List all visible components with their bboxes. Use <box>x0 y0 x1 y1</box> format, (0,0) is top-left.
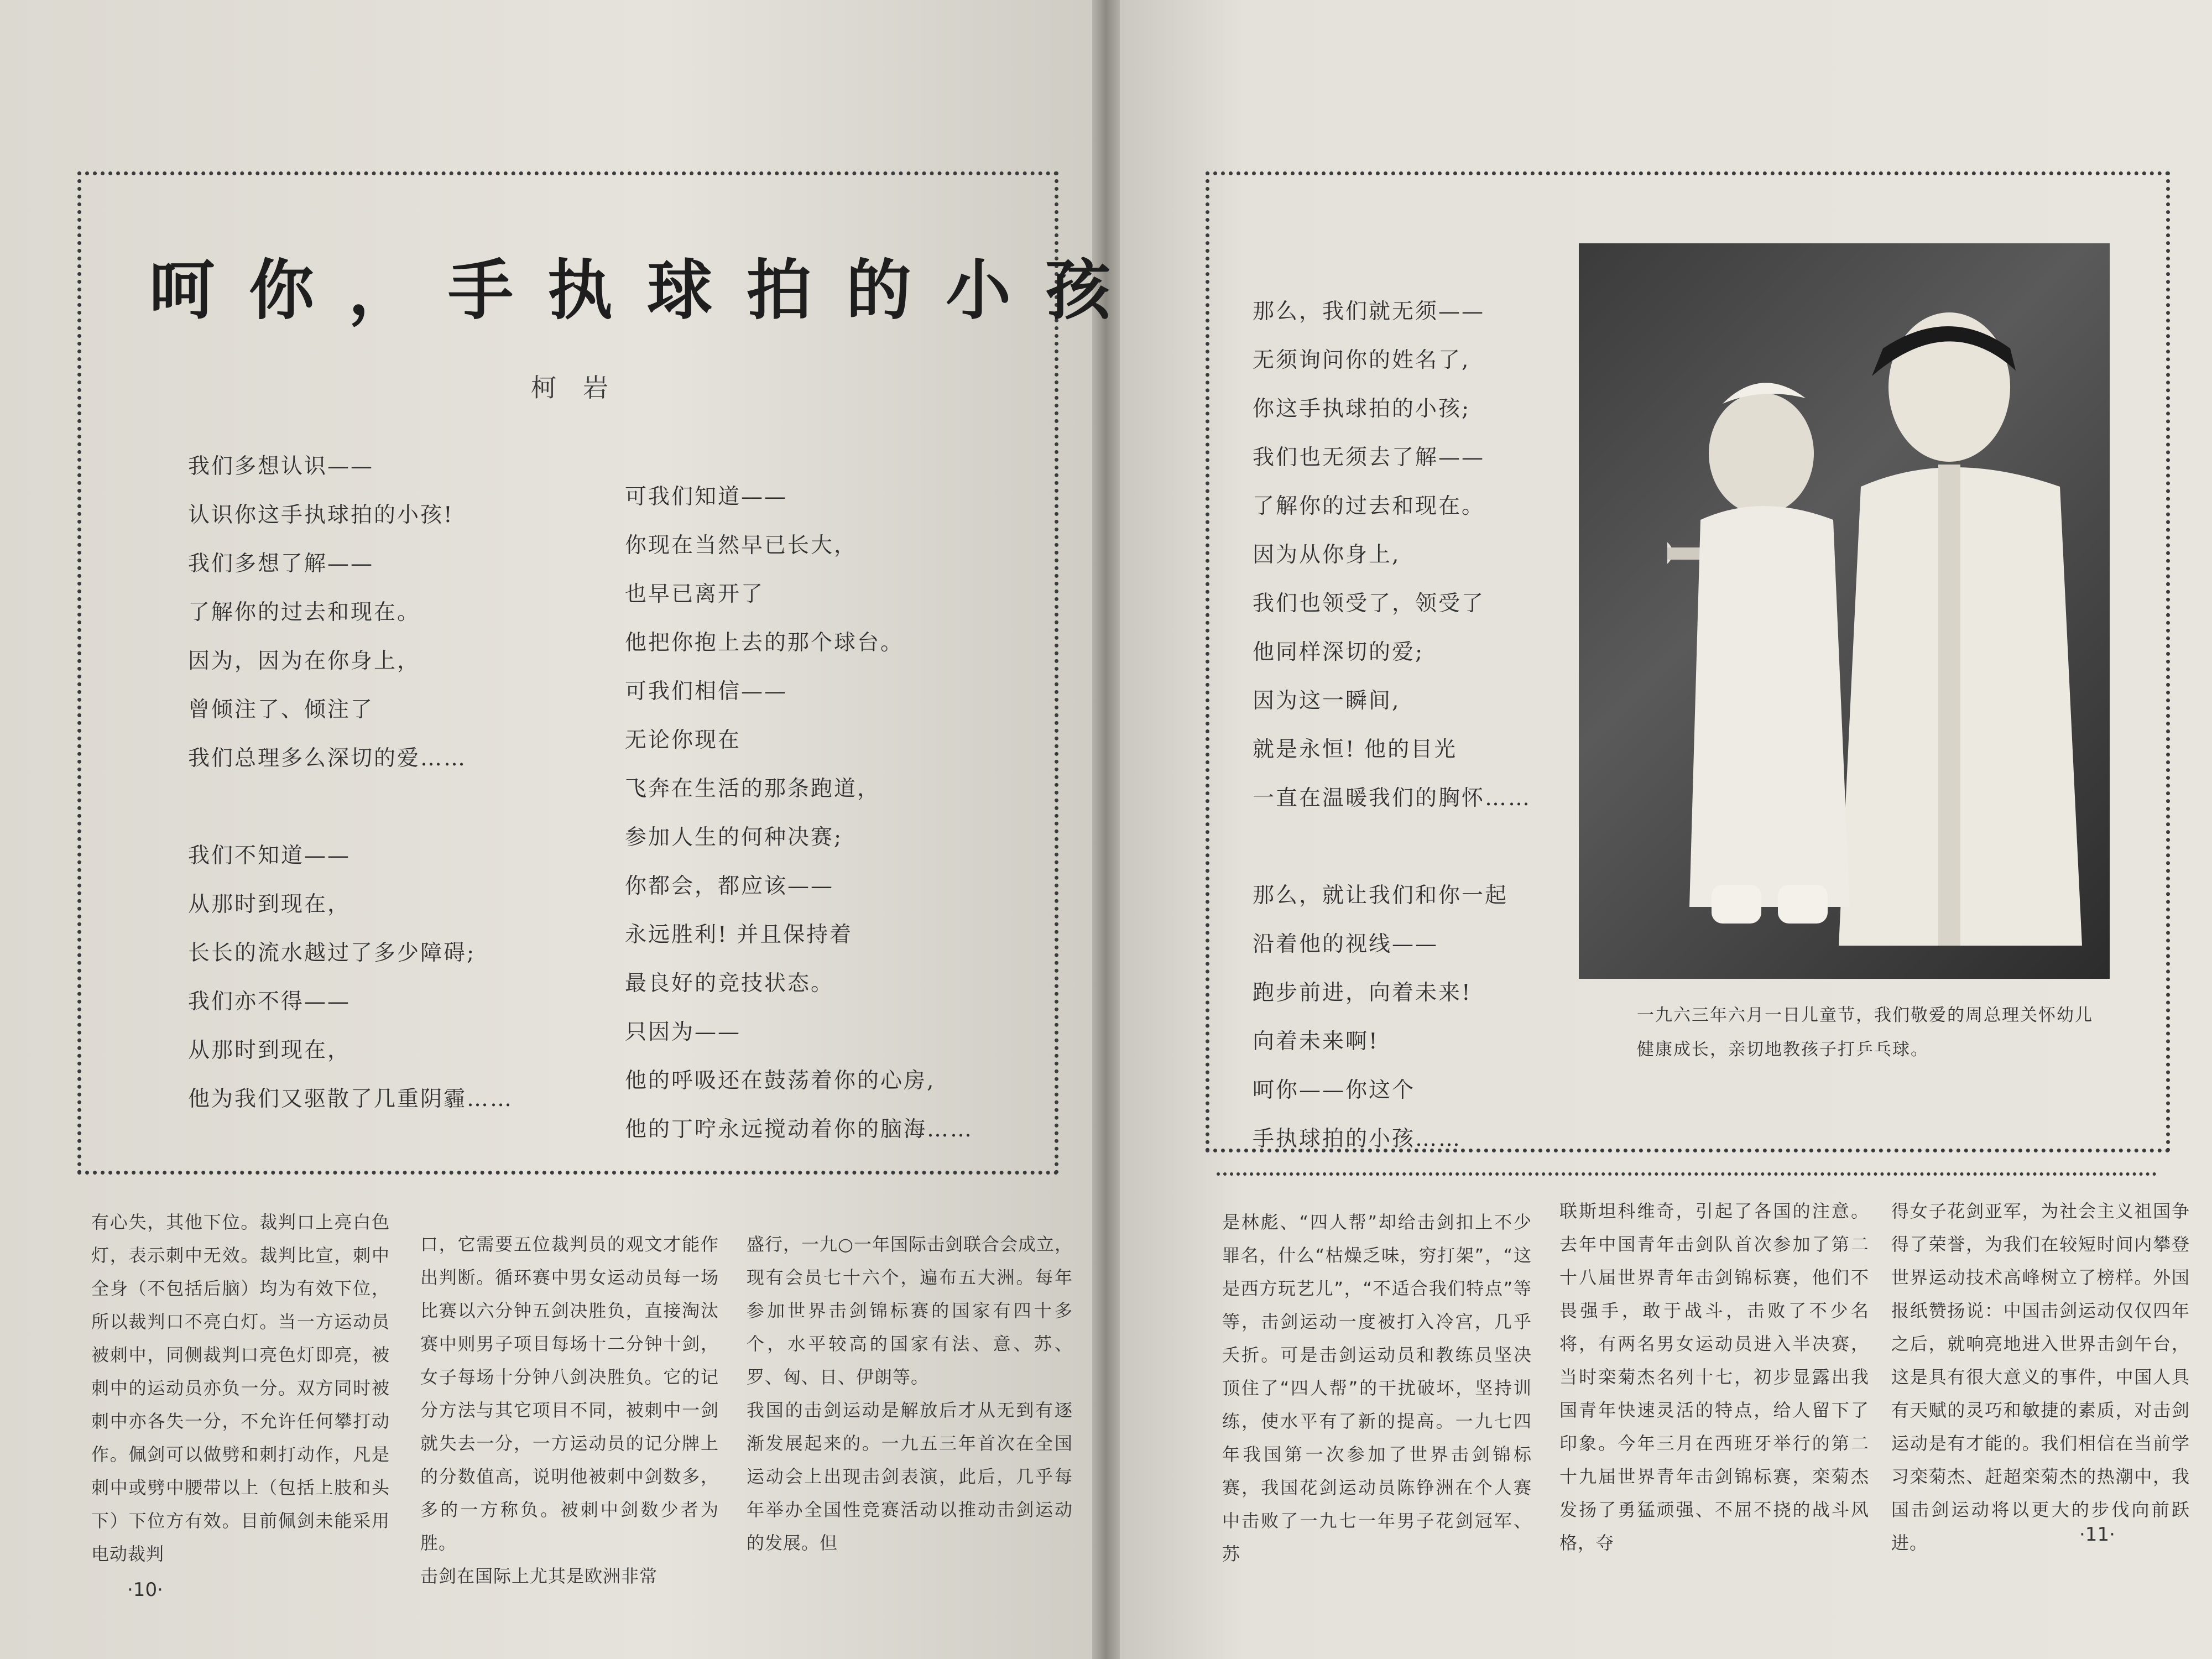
poem-column-left-1 <box>188 442 513 1124</box>
poem-line: 只因为—— <box>625 1020 742 1045</box>
poem-line: 了解你的过去和现在。 <box>1253 494 1485 519</box>
poem-line: 从那时到现在， <box>188 1038 351 1063</box>
poem-line: 你都会，都应该—— <box>625 874 834 899</box>
poem-line: 曾倾注了、倾注了 <box>188 697 374 722</box>
poem-line: 认识你这手执球拍的小孩! <box>188 503 454 528</box>
poem-line: 飞奔在生活的那条跑道， <box>625 776 881 801</box>
poem-line: 我们亦不得—— <box>188 989 351 1014</box>
article-column-1: 有心失，其他下位。裁判口上亮白色灯，表示刺中无效。裁判比宣，刺中全身（不包括后脑）均为有效下位，所以裁判口不亮白灯。当一方运动员被刺中，同侧裁判口亮色灯即亮，被刺中的运动员亦负一分。双方同时被刺中亦各失一分，不允许任何攀打动作。佩剑可以做劈和刺打动作，凡是刺中或劈中腰带以上（包括上肢和头下）下位方有效。目前佩剑未能采用电动裁判 <box>91 1212 390 1564</box>
poem-line: 我们也无须去了解—— <box>1253 445 1485 470</box>
poem-line: 一直在温暖我们的胸怀…… <box>1253 786 1532 811</box>
page-number-right: ·11· <box>2079 1524 2115 1546</box>
poem-line: 我们总理多么深切的爱…… <box>188 746 467 771</box>
poem-line: 可我们知道—— <box>625 484 788 509</box>
poem-line: 他为我们又驱散了几重阴霾…… <box>188 1087 514 1112</box>
poem-line: 我们也领受了，领受了 <box>1253 591 1485 616</box>
poem-line: 我们不知道—— <box>188 843 351 868</box>
poem-title: 呵你，手执球拍的小孩 <box>149 252 1145 328</box>
poem-line: 也早已离开了 <box>625 582 765 607</box>
poem-line: 那么，我们就无须—— <box>1253 299 1485 324</box>
poem-line: 呵你——你这个 <box>1253 1078 1416 1103</box>
poem-line: 无须询问你的姓名了, <box>1253 348 1470 373</box>
poem-line: 你这手执球拍的小孩; <box>1253 397 1471 421</box>
poem-line: 可我们相信—— <box>625 679 788 704</box>
poem-line: 跑步前进，向着未来! <box>1253 980 1472 1005</box>
poem-line: 永远胜利! 并且保持着 <box>625 922 853 947</box>
poem-column-right-1 <box>1253 288 1531 1164</box>
article-column-6: 得女子花剑亚军，为社会主义祖国争得了荣誉，为我们在较短时间内攀登世界运动技术高峰树立了榜样。外国报纸赞扬说：中国击剑运动仅仅四年之后，就响亮地进入世界击剑午台，这是具有很大意义的事件，中国人具有天赋的灵巧和敏捷的素质，对击剑运动是有才能的。我们相信在当前学习栾菊杰、赶超栾菊杰的热潮中，我国击剑运动将以更大的步伐向前跃进。 <box>1891 1201 2190 1553</box>
poem-line: 因为这一瞬间, <box>1253 688 1401 713</box>
photo-premier-with-child <box>1579 243 2110 979</box>
poem-line: 就是永恒! 他的目光 <box>1253 737 1458 762</box>
stanza-gap <box>1253 823 1531 872</box>
poem-line: 沿着他的视线—— <box>1253 932 1439 957</box>
article-column-3: 盛行，一九○一年国际击剑联合会成立，现有会员七十六个，遍布五大洲。每年参加世界击剑锦标赛的国家有四十多个，水平较高的国家有法、意、苏、罗、匈、日、伊朗等。 我国的击剑运动是解放后才从无到有逐渐发展起来的。一九五三年首次在全国运动会上出现击剑表演，此后，几乎每年举办全国性竞赛活动以推动击剑运动的发展。但 <box>747 1234 1073 1553</box>
poem-line: 我们多想认识—— <box>188 454 374 479</box>
poem-line: 因为从你身上, <box>1253 542 1401 567</box>
poem-line: 参加人生的何种决赛; <box>625 825 843 850</box>
poem-line: 他同样深切的爱; <box>1253 640 1425 665</box>
dotted-separator <box>1217 1172 2157 1176</box>
poem-line: 我们多想了解—— <box>188 551 374 576</box>
article-column-5: 联斯坦科维奇，引起了各国的注意。去年中国青年击剑队首次参加了第二十八届世界青年击剑锦标赛，他们不畏强手，敢于战斗，击败了不少名将，有两名男女运动员进入半决赛，当时栾菊杰名列十七，初步显露出我国青年快速灵活的特点，给人留下了印象。今年三月在西班牙举行的第二十九届世界青年击剑锦标赛，栾菊杰发扬了勇猛顽强、不屈不挠的战斗风格，夺 <box>1559 1201 1869 1553</box>
poem-line: 他把你抱上去的那个球台。 <box>625 630 904 655</box>
poem-author: 柯岩 <box>531 373 635 403</box>
article-column-4: 是林彪、“四人帮”却给击剑扣上不少罪名，什么“枯燥乏味，穷打架”，“这是西方玩艺儿”，“不适合我们特点”等等，击剑运动一度被打入冷宫，几乎夭折。可是击剑运动员和教练员坚决顶住了“四人帮”的干扰破坏，坚持训练，使水平有了新的提高。一九七四年我国第一次参加了世界击剑锦标赛，我国花剑运动员陈铮洲在个人赛中击败了一九七一年男子花剑冠军、苏 <box>1222 1212 1532 1564</box>
poem-line: 你现在当然早已长大， <box>625 533 858 558</box>
poem-line: 向着未来啊! <box>1253 1029 1379 1054</box>
poem-line: 手执球拍的小孩…… <box>1253 1126 1462 1151</box>
poem-line: 因为，因为在你身上， <box>188 649 421 674</box>
page-number-left: ·10· <box>127 1579 163 1601</box>
man-figure-icon <box>1839 304 2088 946</box>
poem-line: 从那时到现在， <box>188 892 351 917</box>
stanza-gap <box>188 783 513 832</box>
poem-line: 无论你现在 <box>625 728 742 753</box>
poem-column-left-2 <box>625 473 973 1154</box>
article-column-2: 口，它需要五位裁判员的观文才能作出判断。循环赛中男女运动员每一场比赛以六分钟五剑决胜负，直接淘汰赛中则男子项目每场十二分钟十剑，女子每场十分钟八剑决胜负。它的记分方法与其它项目不同，被刺中一剑就失去一分，一方运动员的记分牌上的分数值高，说明他被刺中剑数多，多的一方称负。被刺中剑数少者为胜。 击剑在国际上尤其是欧洲非常 <box>420 1234 719 1587</box>
poem-line: 了解你的过去和现在。 <box>188 600 421 625</box>
poem-line: 他的丁咛永远搅动着你的脑海…… <box>625 1117 974 1142</box>
poem-line: 长长的流水越过了多少障碍; <box>188 941 476 966</box>
poem-line: 最良好的竞技状态。 <box>625 971 834 996</box>
poem-line: 那么，就让我们和你一起 <box>1253 883 1509 908</box>
photo-caption: 一九六三年六月一日儿童节，我们敬爱的周总理关怀幼儿健康成长，亲切地教孩子打乒乓球。 <box>1637 1005 2093 1060</box>
poem-line: 他的呼吸还在鼓荡着你的心房, <box>625 1068 936 1093</box>
child-figure-icon <box>1667 354 1866 935</box>
